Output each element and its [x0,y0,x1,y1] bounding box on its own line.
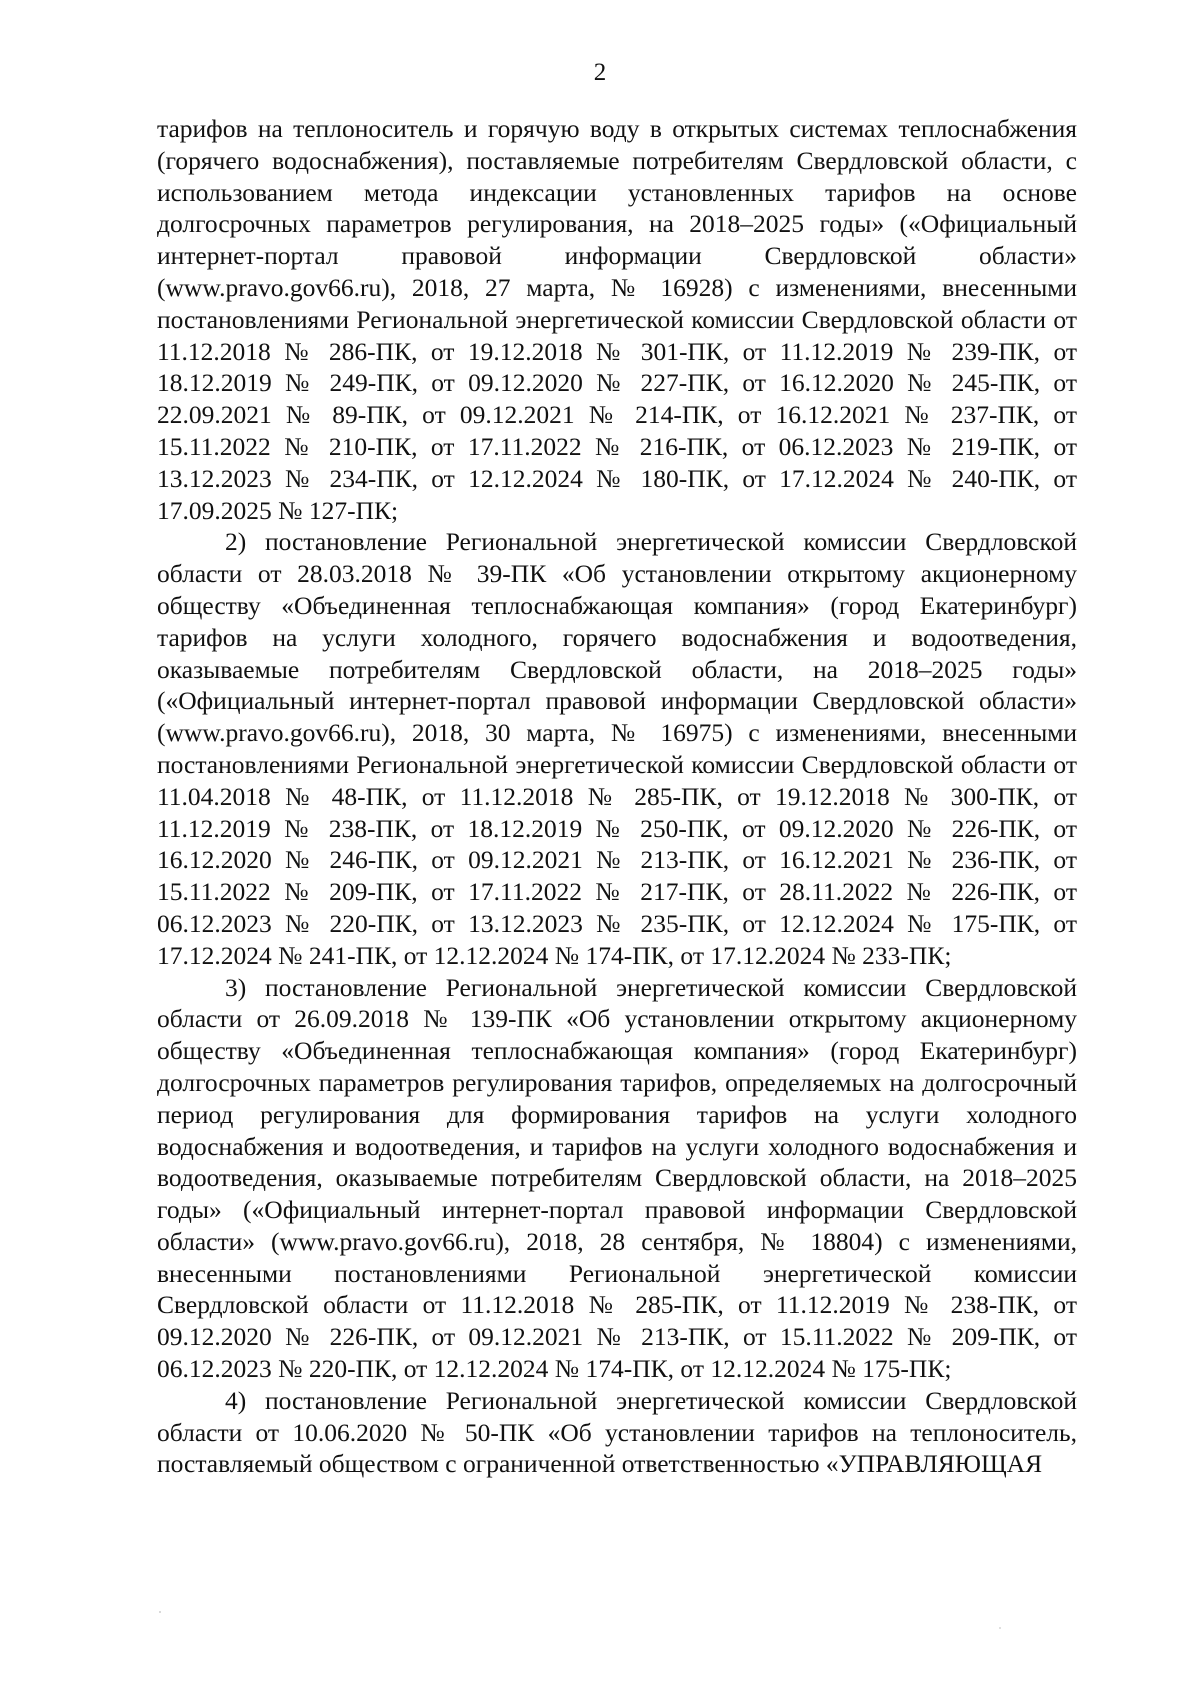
paragraph-item-2: 2) постановление Региональной энергетической комиссии Свердловской области от 28.03.2018 № 39-ПК «Об установлении открытому акционерному обществу «Объединенная теплоснабжающая компания» (город Екатеринбург) тарифов на услуги холодного, горячего водоснабжения и водоотведения, оказываемые потребителям Свердловской области, на 2018–2025 годы» («Официальный интернет-портал правовой информации Свердловской области» (www.pravo.gov66.ru), 2018, 30 марта, № 16975) с изменениями, внесенными постановлениями Региональной энергетической комиссии Свердловской области от 11.04.2018 № 48-ПК, от 11.12.2018 № 285-ПК, от 19.12.2018 № 300-ПК, от 11.12.2019 № 238-ПК, от 18.12.2019 № 250-ПК, от 09.12.2020 № 226-ПК, от 16.12.2020 № 246-ПК, от 09.12.2021 № 213-ПК, от 16.12.2021 № 236-ПК, от 15.11.2022 № 209-ПК, от 17.11.2022 № 217-ПК, от 28.11.2022 № 226-ПК, от 06.12.2023 № 220-ПК, от 13.12.2023 № 235-ПК, от 12.12.2024 № 175-ПК, от 17.12.2024 № 241-ПК, от 12.12.2024 № 174-ПК, от 17.12.2024 № 233-ПК; [157,527,1077,970]
paragraph-item-4: 4) постановление Региональной энергетической комиссии Свердловской области от 10.06.2020 № 50-ПК «Об установлении тарифов на теплоноситель, поставляемый обществом с ограниченной ответственностью «УПРАВЛЯЮЩАЯ [157,1385,1077,1479]
paragraph-continuation: тарифов на теплоноситель и горячую воду в открытых системах теплоснабжения (горячего водоснабжения), поставляемые потребителям Свердловской области, с использованием метода индексации установленных тарифов на основе долгосрочных параметров регулирования, на 2018–2025 годы» («Официальный интернет-портал правовой информации Свердловской области» (www.pravo.gov66.ru), 2018, 27 марта, № 16928) с изменениями, внесенными постановлениями Региональной энергетической комиссии Свердловской области от 11.12.2018 № 286-ПК, от 19.12.2018 № 301-ПК, от 11.12.2019 № 239-ПК, от 18.12.2019 № 249-ПК, от 09.12.2020 № 227-ПК, от 16.12.2020 № 245-ПК, от 22.09.2021 № 89-ПК, от 09.12.2021 № 214-ПК, от 16.12.2021 № 237-ПК, от 15.11.2022 № 210-ПК, от 17.11.2022 № 216-ПК, от 06.12.2023 № 219-ПК, от 13.12.2023 № 234-ПК, от 12.12.2024 № 180-ПК, от 17.12.2024 № 240-ПК, от 17.09.2025 № 127-ПК; [157,114,1077,525]
page-number: 2 [593,59,607,86]
document-body [157,113,1077,1480]
paragraph-item-3: 3) постановление Региональной энергетической комиссии Свердловской области от 26.09.2018 № 139-ПК «Об установлении открытому акционерному обществу «Объединенная теплоснабжающая компания» (город Екатеринбург) долгосрочных параметров регулирования тарифов, определяемых на долгосрочный период регулирования для формирования тарифов на услуги холодного водоснабжения и водоотведения, и тарифов на услуги холодного водоснабжения и водоотведения, оказываемые потребителям Свердловской области, на 2018–2025 годы» («Официальный интернет-портал правовой информации Свердловской области» (www.pravo.gov66.ru), 2018, 28 сентября, № 18804) с изменениями, внесенными постановлениями Региональной энергетической комиссии Свердловской области от 11.12.2018 № 285-ПК, от 11.12.2019 № 238-ПК, от 09.12.2020 № 226-ПК, от 09.12.2021 № 213-ПК, от 15.11.2022 № 209-ПК, от 06.12.2023 № 220-ПК, от 12.12.2024 № 174-ПК, от 12.12.2024 № 175-ПК; [157,972,1077,1384]
